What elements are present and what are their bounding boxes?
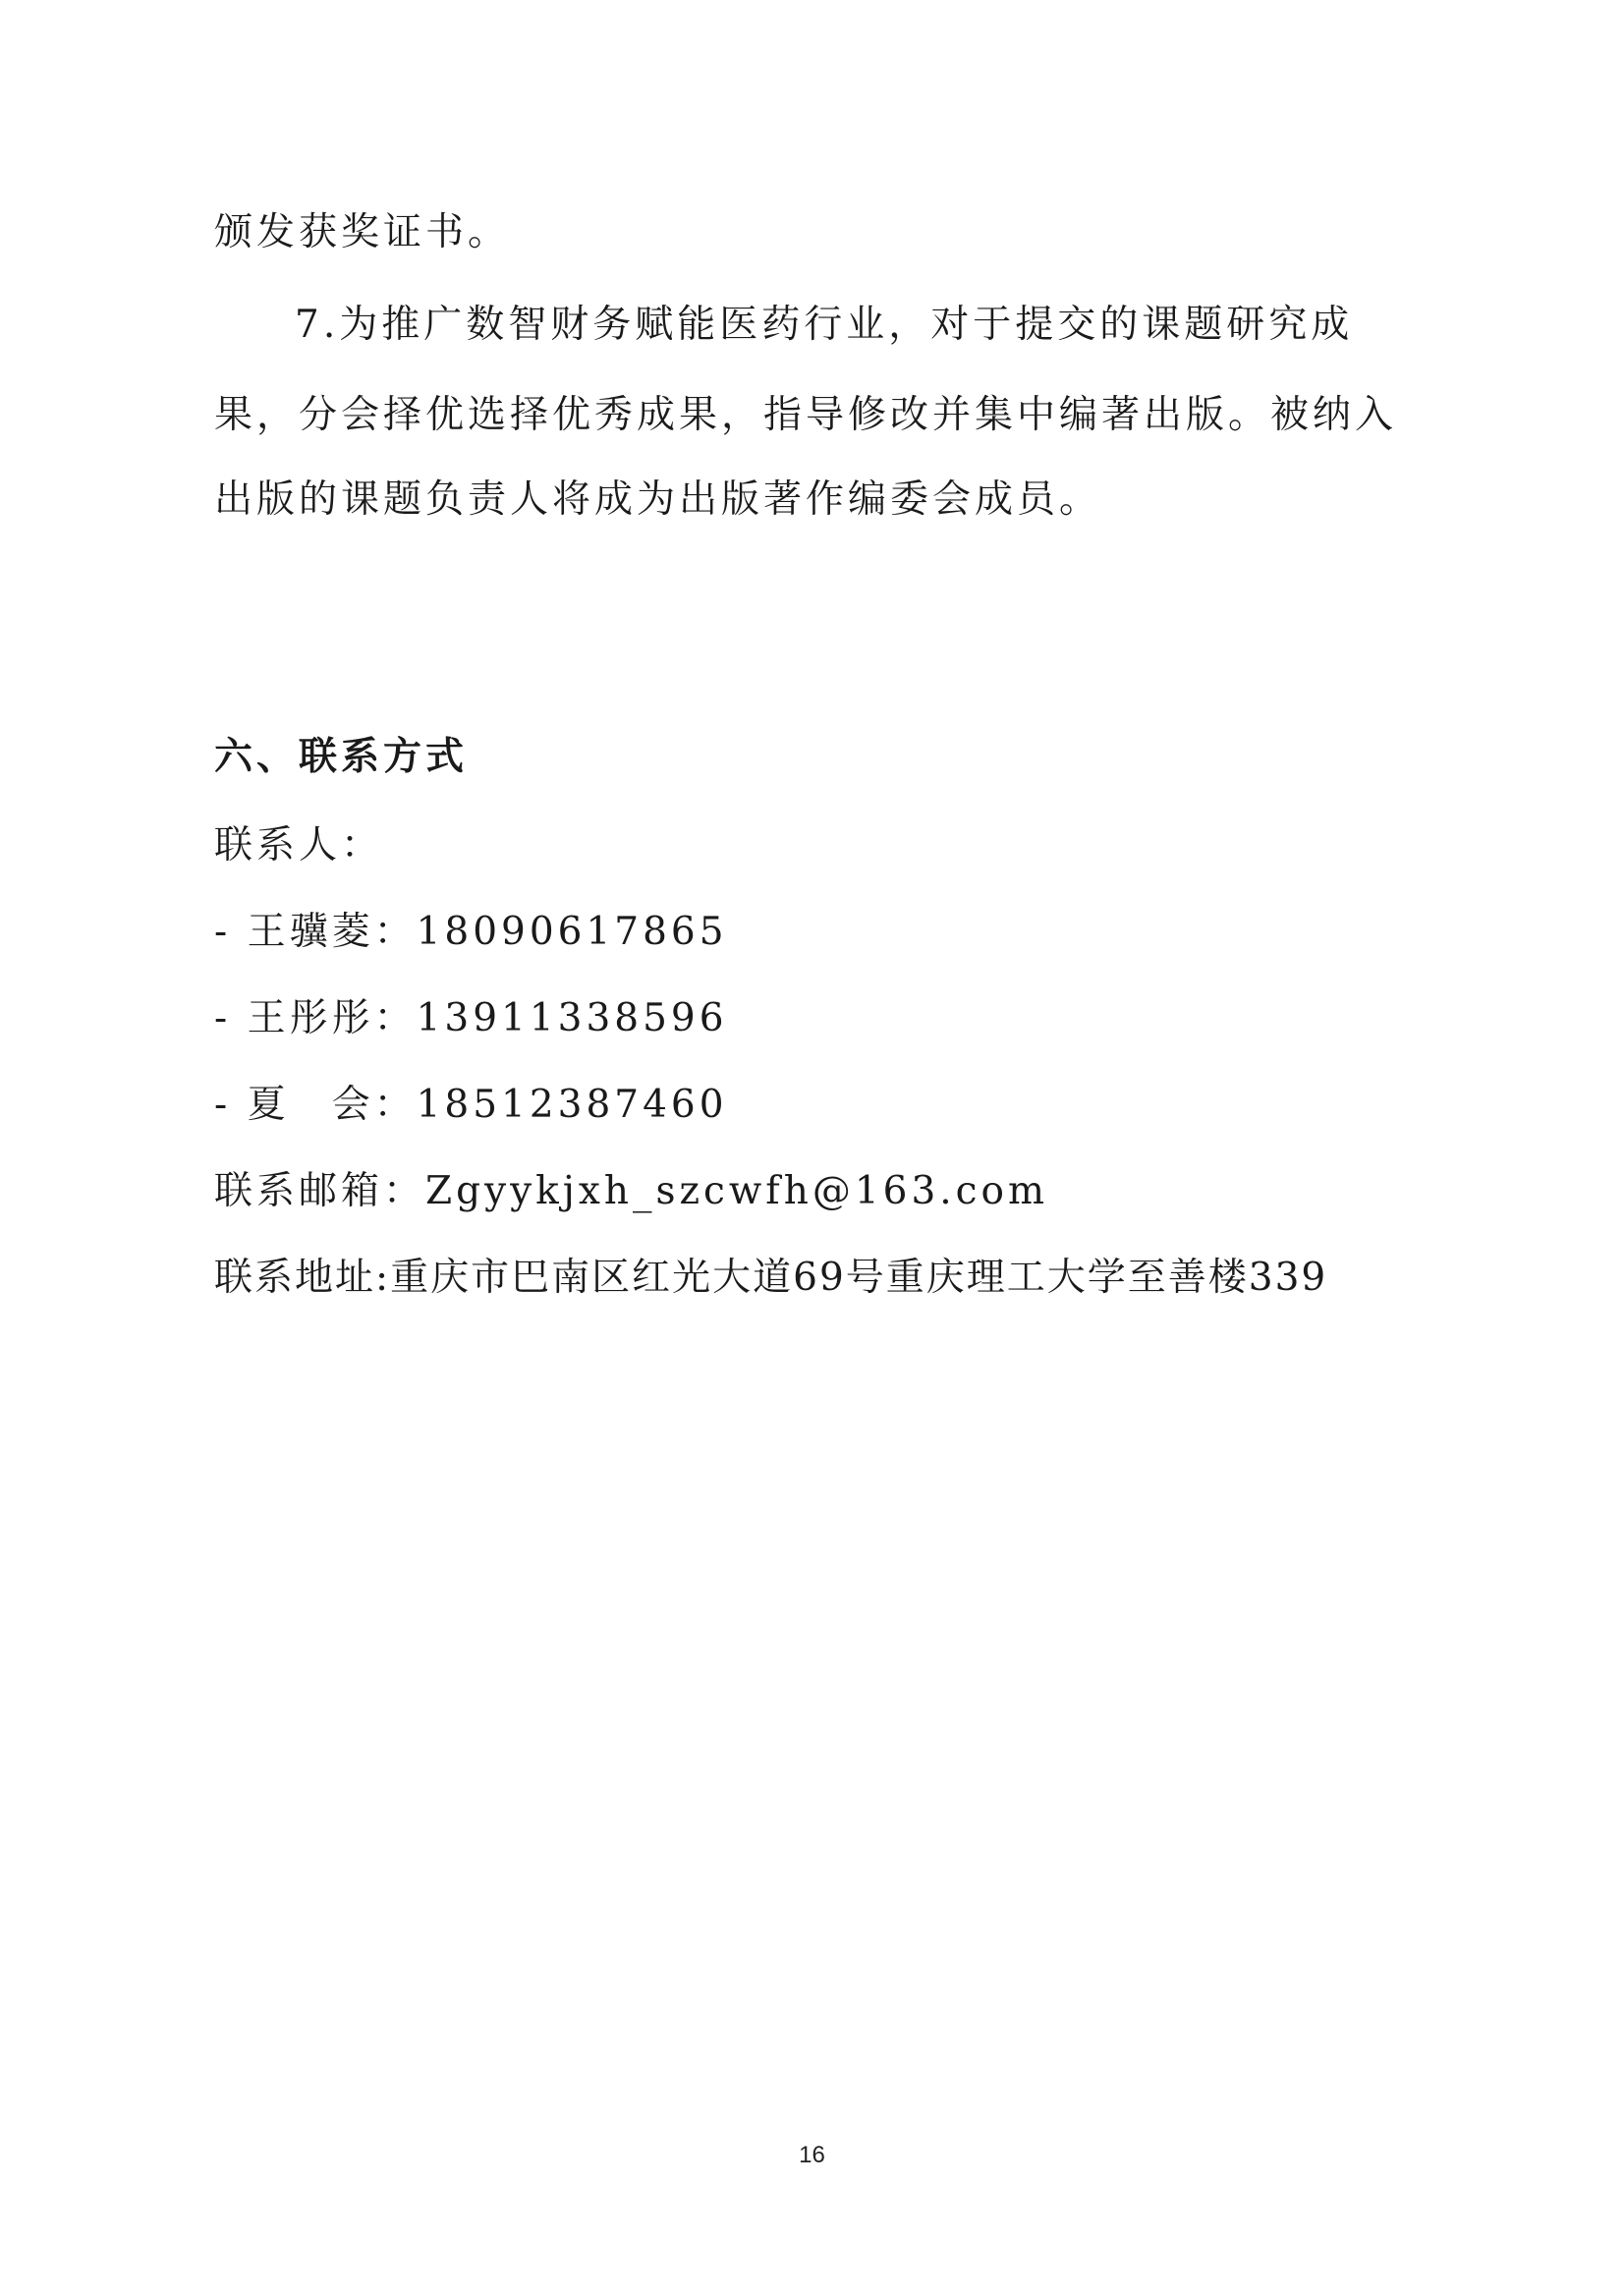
- paragraph-line-2: 7.为推广数智财务赋能医药行业，对于提交的课题研究成: [295, 303, 1354, 347]
- address-line: [214, 1254, 1432, 1303]
- contact-item: [214, 908, 1432, 957]
- address-text: 重庆市巴南区红光大道69号重庆理工大学至善楼339: [390, 1256, 1328, 1300]
- contact-item: [214, 994, 1432, 1043]
- paragraph-line-3: 果，分会择优选择优秀成果，指导修改并集中编著出版。被纳入: [214, 393, 1398, 437]
- contact-phone: 18090617865: [416, 910, 728, 954]
- contacts-label: 联系人：: [214, 823, 384, 868]
- section-heading: 六、联系方式: [214, 735, 469, 779]
- email-line: [214, 1167, 1432, 1216]
- paragraph-line-1: 颁发获奖证书。: [214, 210, 511, 254]
- contact-item: [214, 1081, 1432, 1130]
- contact-name: - 王骥菱：: [214, 910, 417, 954]
- address-label: 联系地址:: [214, 1256, 391, 1300]
- email-label: 联系邮箱：: [214, 1169, 426, 1213]
- contact-name: - 王彤彤：: [214, 996, 417, 1040]
- page-number: 16: [799, 2142, 825, 2168]
- contact-phone: 13911338596: [416, 996, 728, 1040]
- contact-name: - 夏 会：: [214, 1083, 417, 1127]
- contact-phone: 18512387460: [416, 1083, 728, 1127]
- email-address: Zgyykjxh_szcwfh@163.com: [425, 1169, 1048, 1213]
- paragraph-line-4: 出版的课题负责人将成为出版著作编委会成员。: [214, 477, 1102, 522]
